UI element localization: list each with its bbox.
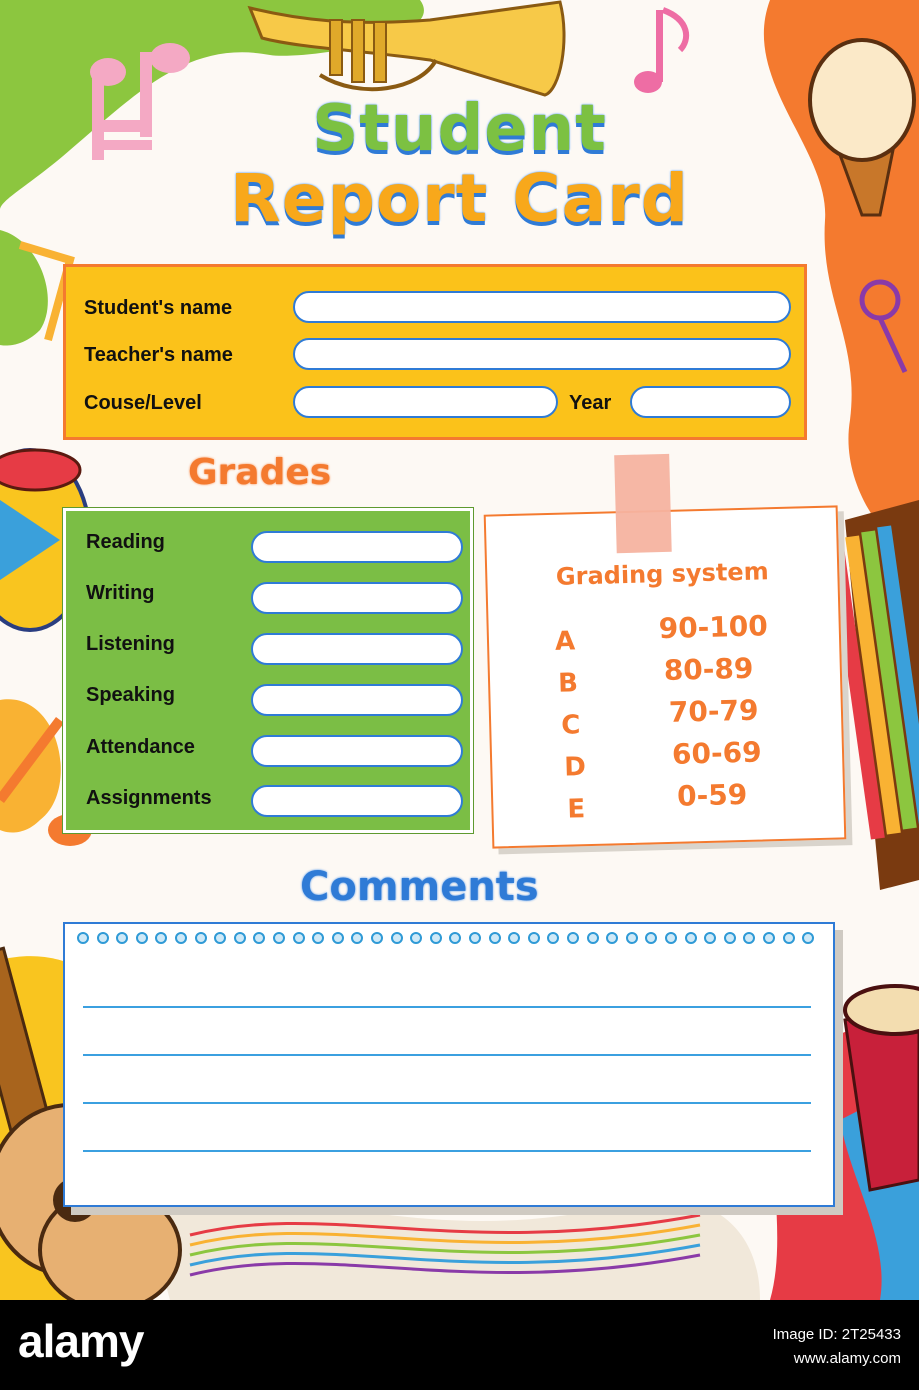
student-name-field[interactable] [293, 291, 791, 323]
grades-box [63, 508, 473, 833]
spiral-ring [391, 932, 403, 944]
grade-letter: D [563, 752, 587, 783]
spiral-ring [743, 932, 755, 944]
spiral-ring [528, 932, 540, 944]
spiral-ring [351, 932, 363, 944]
spiral-ring [763, 932, 775, 944]
spiral-ring [175, 932, 187, 944]
title-line-2: Report Card [229, 160, 689, 237]
spiral-ring [783, 932, 795, 944]
comments-title: Comments [300, 864, 539, 910]
grade-range: 80-89 [663, 651, 754, 688]
student-info-box [63, 264, 807, 440]
reading-grade-field[interactable] [251, 531, 463, 563]
spiral-ring [116, 932, 128, 944]
grading-system-note [484, 505, 847, 848]
comments-box[interactable] [63, 922, 835, 1207]
spiral-ring [508, 932, 520, 944]
attendance-grade-field[interactable] [251, 735, 463, 767]
grade-letter: B [557, 668, 579, 699]
student-name-label: Student's name [84, 297, 233, 319]
grade-range: 60-69 [671, 735, 762, 771]
grade-range: 90-100 [658, 609, 769, 646]
spiral-ring [195, 932, 207, 944]
grade-range: 70-79 [668, 693, 759, 729]
image-id: Image ID: 2T25433 [772, 1326, 901, 1343]
subject-attendance-label: Attendance [86, 736, 195, 758]
spiral-ring [77, 932, 89, 944]
stock-footer [0, 1300, 919, 1390]
grade-range: 0-59 [676, 777, 748, 813]
spiral-ring [704, 932, 716, 944]
spiral-ring [489, 932, 501, 944]
comment-line [83, 1054, 811, 1056]
subject-writing-label: Writing [86, 582, 155, 604]
teacher-name-label: Teacher's name [84, 344, 233, 366]
course-level-label: Couse/Level [84, 392, 202, 414]
spiral-ring [645, 932, 657, 944]
spiral-ring [665, 932, 677, 944]
year-label: Year [569, 392, 612, 414]
spiral-ring [724, 932, 736, 944]
spiral-ring [430, 932, 442, 944]
spiral-ring [449, 932, 461, 944]
teacher-name-field[interactable] [293, 338, 791, 370]
spiral-ring [155, 932, 167, 944]
grading-system-title: Grading system [555, 557, 769, 591]
music-note-icon [634, 10, 686, 93]
grade-letter: E [567, 794, 586, 825]
spiral-ring [587, 932, 599, 944]
writing-grade-field[interactable] [251, 582, 463, 614]
comment-line [83, 1150, 811, 1152]
alamy-logo: alamy [18, 1315, 144, 1367]
spiral-ring [685, 932, 697, 944]
speaking-grade-field[interactable] [251, 684, 463, 716]
spiral-ring [253, 932, 265, 944]
spiral-ring [371, 932, 383, 944]
year-field[interactable] [630, 386, 791, 418]
subject-listening-label: Listening [86, 633, 175, 655]
listening-grade-field[interactable] [251, 633, 463, 665]
subject-assignments-label: Assignments [86, 787, 212, 809]
subject-speaking-label: Speaking [86, 684, 175, 706]
spiral-ring [410, 932, 422, 944]
course-level-field[interactable] [293, 386, 558, 418]
tape-strip [614, 454, 672, 553]
spiral-ring [802, 932, 814, 944]
spiral-ring [547, 932, 559, 944]
spiral-ring [273, 932, 285, 944]
subject-reading-label: Reading [86, 531, 165, 553]
comment-line [83, 1102, 811, 1104]
grade-letter: A [554, 626, 576, 657]
grades-title: Grades [188, 452, 332, 493]
spiral-ring [97, 932, 109, 944]
spiral-ring [293, 932, 305, 944]
comment-line [83, 1006, 811, 1008]
site-url: www.alamy.com [793, 1350, 901, 1367]
spiral-ring [626, 932, 638, 944]
spiral-ring [234, 932, 246, 944]
assignments-grade-field[interactable] [251, 785, 463, 817]
spiral-ring [567, 932, 579, 944]
spiral-ring [214, 932, 226, 944]
spiral-ring [312, 932, 324, 944]
spiral-ring [469, 932, 481, 944]
title-line-1: Student [312, 92, 607, 166]
spiral-ring [332, 932, 344, 944]
spiral-ring [136, 932, 148, 944]
spiral-ring [606, 932, 618, 944]
grade-letter: C [560, 710, 581, 741]
